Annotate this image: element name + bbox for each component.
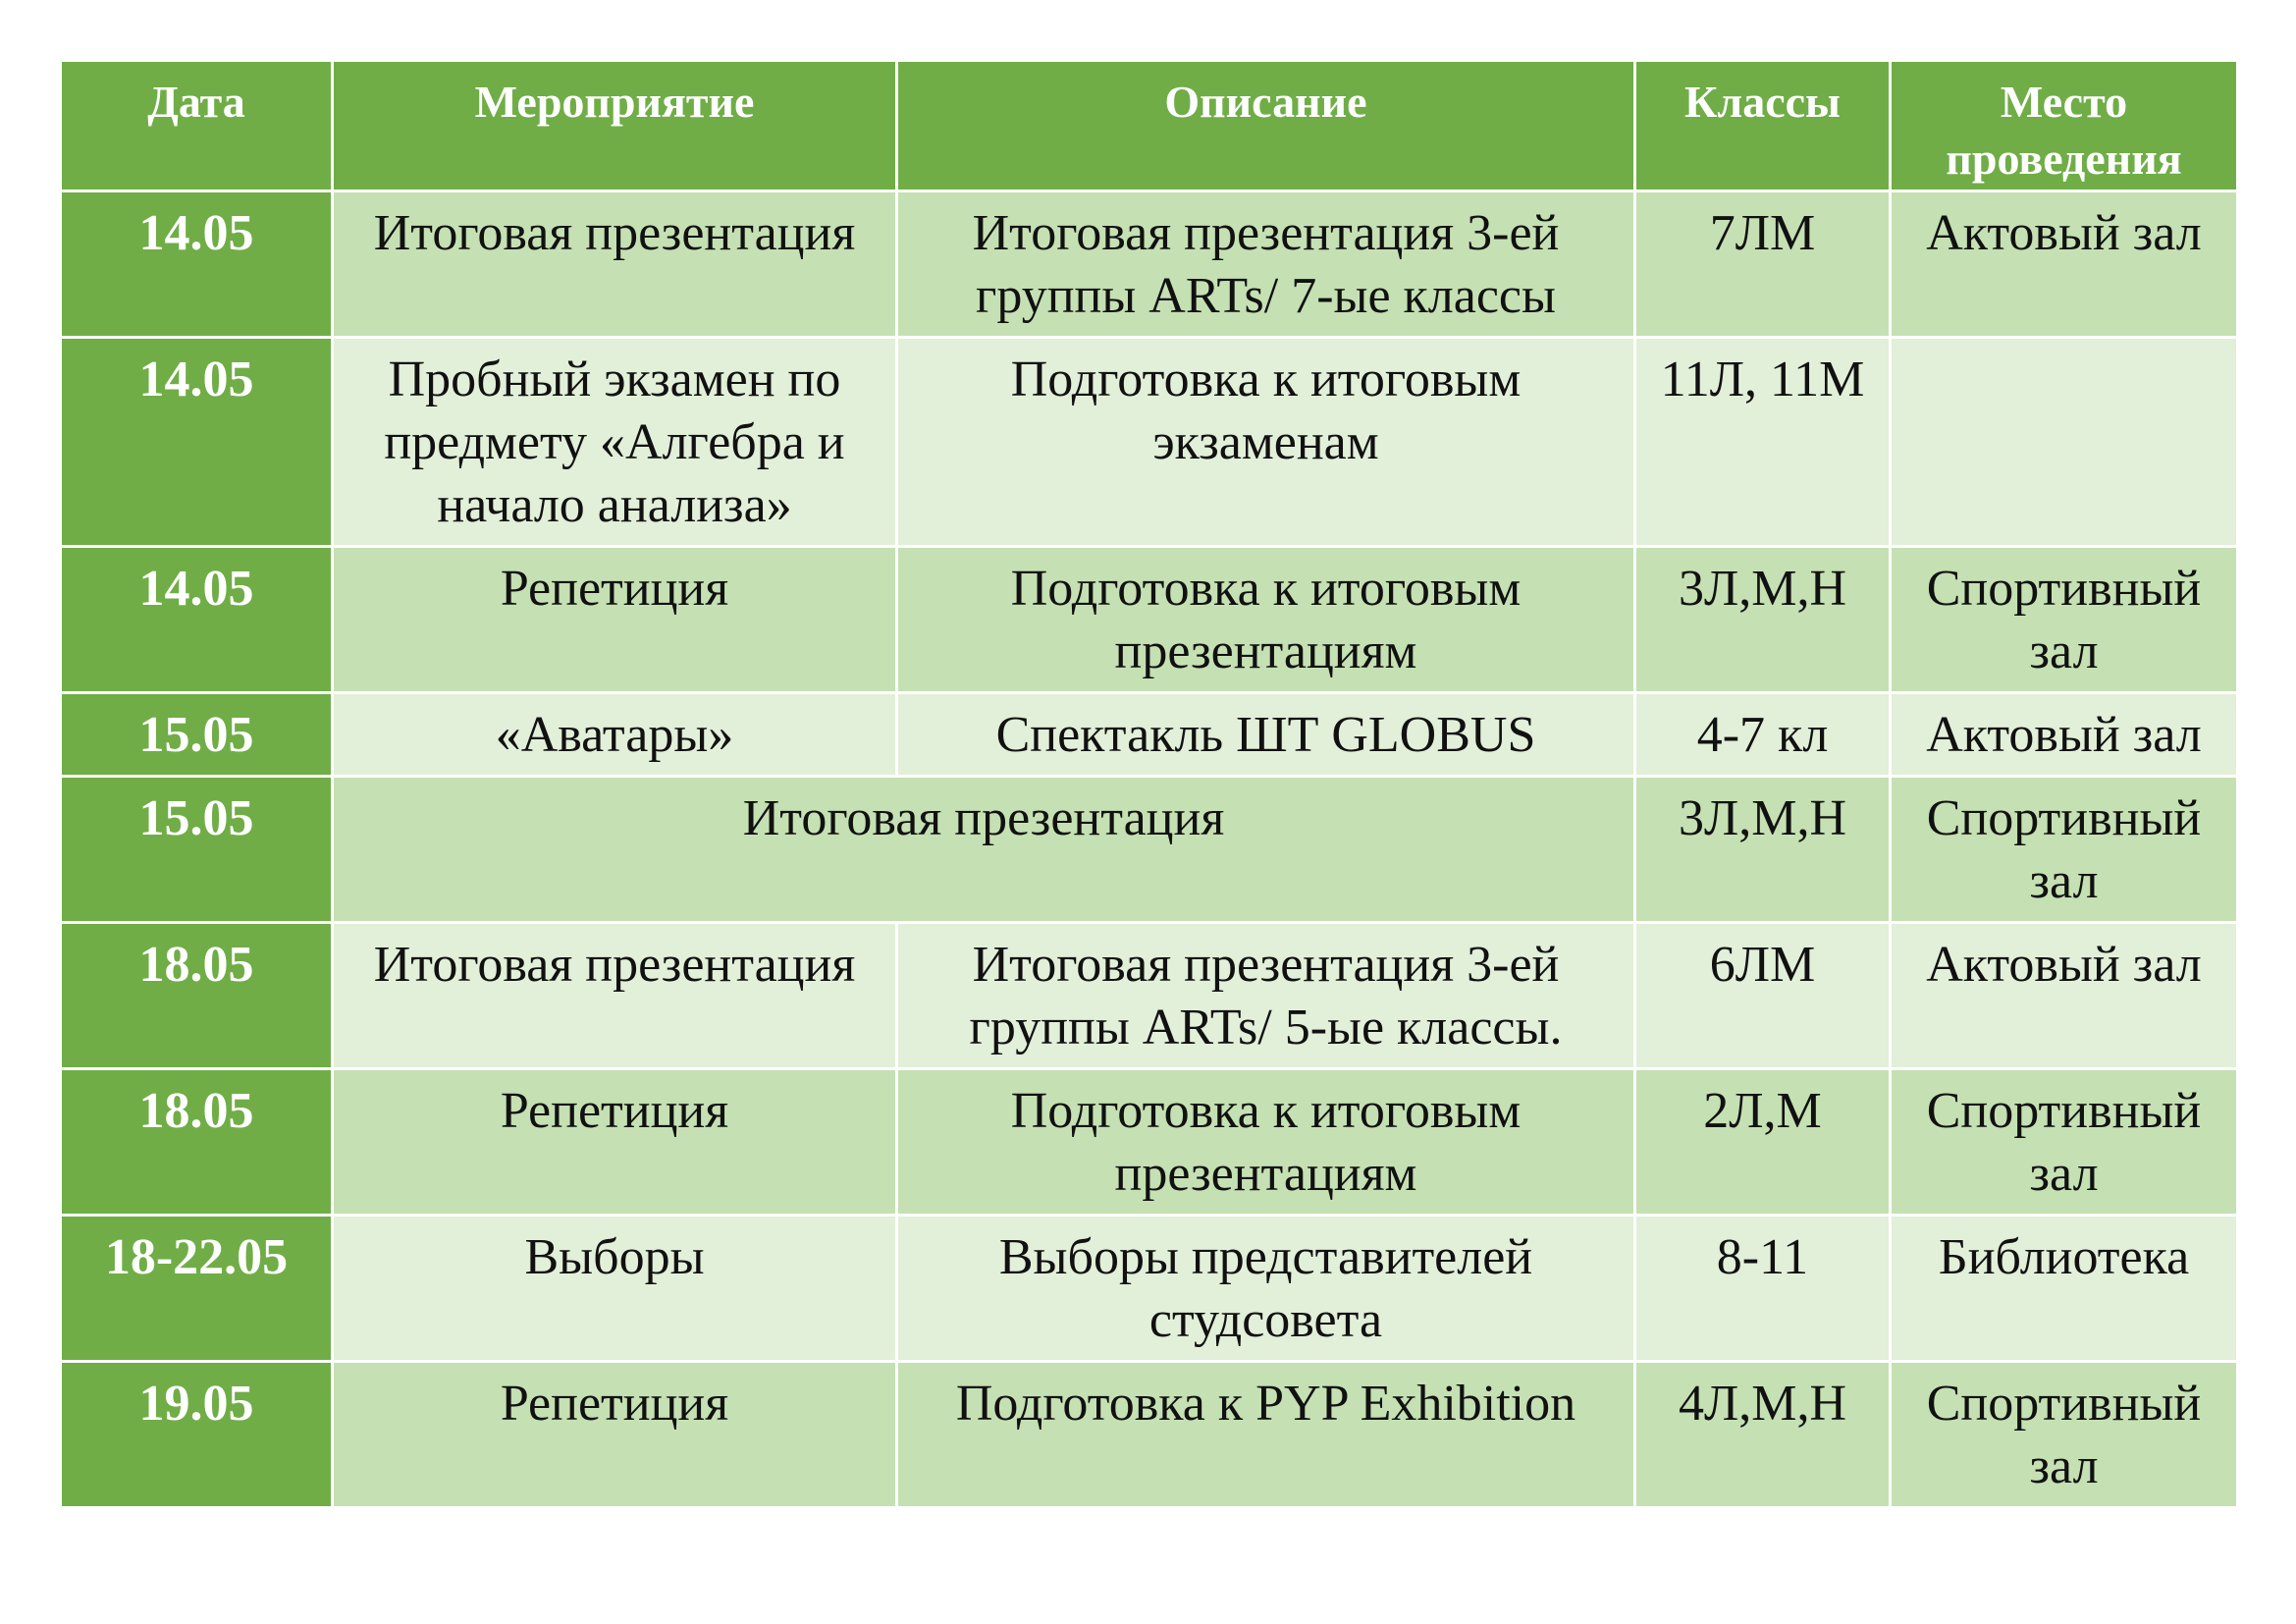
cell-place: Спортивный зал [1891, 1069, 2238, 1216]
cell-place: Спортивный зал [1891, 1362, 2238, 1508]
cell-date: 18-22.05 [61, 1216, 333, 1362]
cell-description: Подготовка к итоговым экзаменам [897, 338, 1635, 547]
header-place: Место проведения [1891, 61, 2238, 191]
cell-event: «Аватары» [333, 693, 897, 777]
cell-classes: 7ЛМ [1635, 191, 1891, 338]
cell-description: Выборы представителей студсовета [897, 1216, 1635, 1362]
cell-date: 15.05 [61, 693, 333, 777]
cell-place [1891, 338, 2238, 547]
cell-date: 19.05 [61, 1362, 333, 1508]
cell-description: Подготовка к итоговым презентациям [897, 547, 1635, 693]
cell-event-merged: Итоговая презентация [333, 777, 1635, 923]
table-header-row [61, 61, 2238, 191]
cell-date: 14.05 [61, 191, 333, 338]
cell-description: Итоговая презентация 3-ей группы ARTs/ 5-ые классы. [897, 923, 1635, 1069]
cell-place: Актовый зал [1891, 191, 2238, 338]
cell-classes: 4-7 кл [1635, 693, 1891, 777]
table-row [61, 191, 2238, 338]
cell-classes: 6ЛМ [1635, 923, 1891, 1069]
cell-place: Спортивный зал [1891, 777, 2238, 923]
table-row [61, 1216, 2238, 1362]
cell-classes: 4Л,М,Н [1635, 1362, 1891, 1508]
cell-description: Подготовка к итоговым презентациям [897, 1069, 1635, 1216]
table-row [61, 547, 2238, 693]
cell-classes: 11Л, 11М [1635, 338, 1891, 547]
cell-classes: 3Л,М,Н [1635, 777, 1891, 923]
cell-event: Выборы [333, 1216, 897, 1362]
table-row [61, 1069, 2238, 1216]
cell-classes: 3Л,М,Н [1635, 547, 1891, 693]
events-schedule-table [59, 59, 2239, 1509]
cell-description: Подготовка к PYP Exhibition [897, 1362, 1635, 1508]
cell-event: Пробный экзамен по предмету «Алгебра и начало анализа» [333, 338, 897, 547]
header-event: Мероприятие [333, 61, 897, 191]
cell-date: 18.05 [61, 1069, 333, 1216]
cell-event: Репетиция [333, 547, 897, 693]
cell-event: Итоговая презентация [333, 923, 897, 1069]
table-row [61, 777, 2238, 923]
cell-description: Итоговая презентация 3-ей группы ARTs/ 7-ые классы [897, 191, 1635, 338]
cell-place: Спортивный зал [1891, 547, 2238, 693]
cell-date: 14.05 [61, 338, 333, 547]
cell-event: Итоговая презентация [333, 191, 897, 338]
cell-place: Актовый зал [1891, 923, 2238, 1069]
header-description: Описание [897, 61, 1635, 191]
table-row [61, 338, 2238, 547]
table-row [61, 693, 2238, 777]
header-classes: Классы [1635, 61, 1891, 191]
cell-description: Спектакль ШТ GLOBUS [897, 693, 1635, 777]
cell-date: 14.05 [61, 547, 333, 693]
cell-classes: 2Л,М [1635, 1069, 1891, 1216]
cell-event: Репетиция [333, 1069, 897, 1216]
cell-place: Актовый зал [1891, 693, 2238, 777]
cell-place: Библиотека [1891, 1216, 2238, 1362]
cell-event: Репетиция [333, 1362, 897, 1508]
cell-date: 18.05 [61, 923, 333, 1069]
header-date: Дата [61, 61, 333, 191]
table-row [61, 1362, 2238, 1508]
table-row [61, 923, 2238, 1069]
cell-classes: 8-11 [1635, 1216, 1891, 1362]
cell-date: 15.05 [61, 777, 333, 923]
